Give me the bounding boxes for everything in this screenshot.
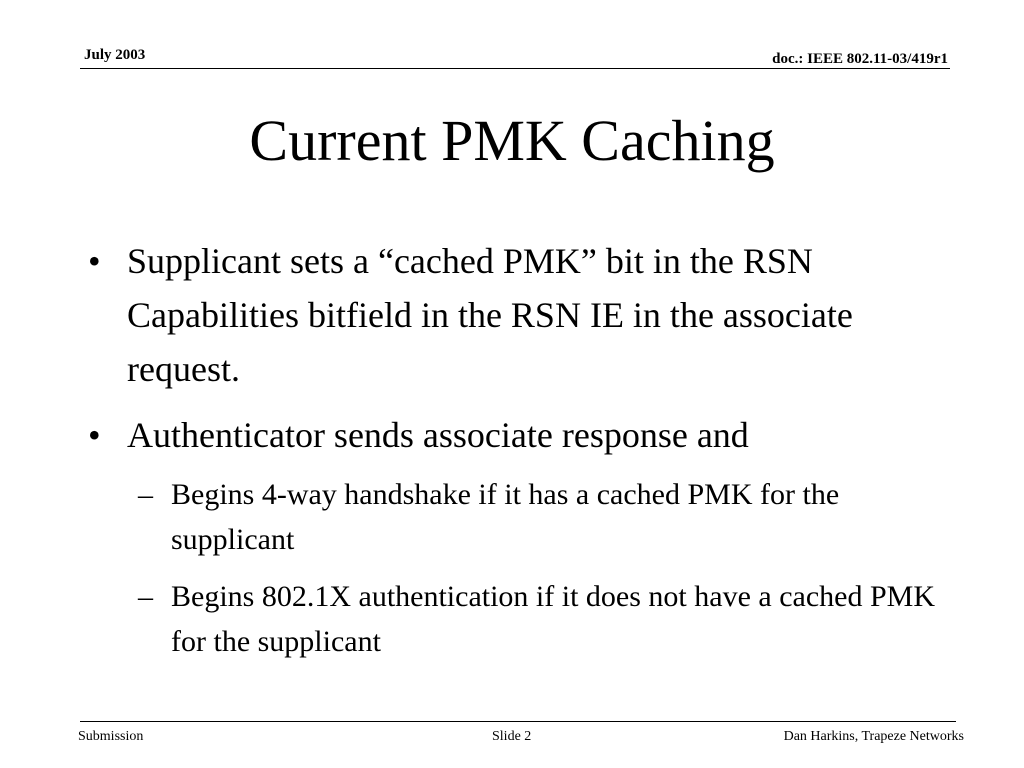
footer-divider bbox=[80, 721, 956, 722]
sub-bullet-item bbox=[84, 574, 944, 664]
sub-bullet-item bbox=[84, 472, 944, 562]
sub-bullet-text: Begins 4-way handshake if it has a cached PMK for the supplicant bbox=[171, 478, 840, 556]
slide-title: Current PMK Caching bbox=[249, 108, 775, 173]
bullet-item bbox=[84, 408, 944, 462]
header-date: July 2003 bbox=[84, 47, 146, 63]
bullet-item bbox=[84, 234, 944, 396]
footer-submission: Submission bbox=[78, 729, 144, 744]
sub-bullet-text: Begins 802.1X authentication if it does not have a cached PMK for the supplicant bbox=[171, 580, 935, 658]
dash-icon: – bbox=[138, 478, 153, 511]
sub-bullet-list bbox=[84, 472, 944, 664]
header-doc-id: doc.: IEEE 802.11-03/419r1 bbox=[772, 51, 948, 67]
footer-author: Dan Harkins, Trapeze Networks bbox=[783, 729, 964, 744]
header-divider bbox=[80, 68, 950, 69]
bullet-text: Authenticator sends associate response and bbox=[127, 415, 749, 455]
bullet-icon: • bbox=[88, 241, 101, 281]
bullet-icon: • bbox=[88, 415, 101, 455]
slide-content bbox=[84, 234, 944, 676]
footer-slide-number: Slide 2 bbox=[492, 729, 532, 744]
dash-icon: – bbox=[138, 580, 153, 613]
bullet-text: Supplicant sets a “cached PMK” bit in the RSN Capabilities bitfield in the RSN IE in the associate request. bbox=[127, 241, 853, 389]
